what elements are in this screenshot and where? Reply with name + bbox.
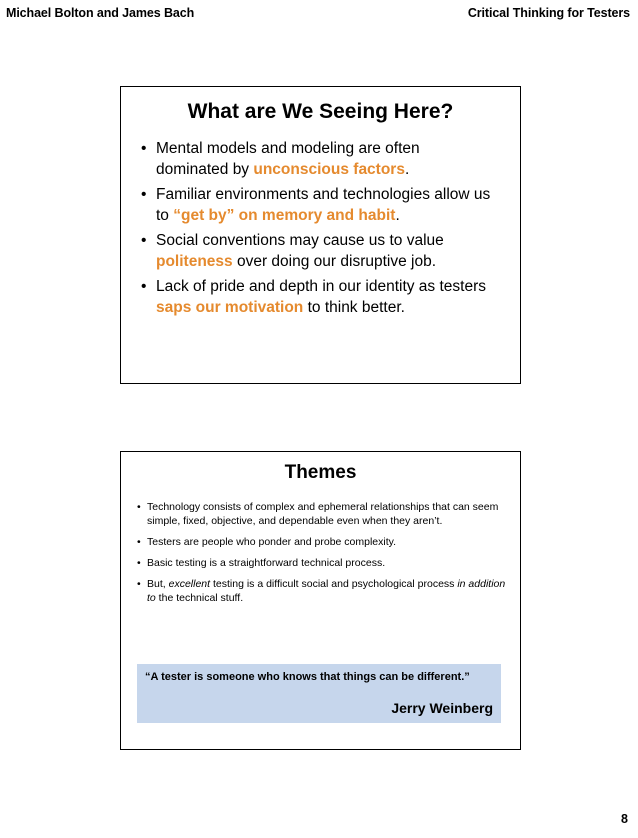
emphasis-text: in addition to: [147, 578, 506, 604]
bullet-text: Basic testing is a straightforward technical process.: [147, 557, 386, 569]
list-item: [141, 138, 496, 180]
slide-themes: [120, 451, 521, 750]
list-item: [141, 276, 496, 318]
bullet-text: over doing our disruptive job.: [232, 253, 437, 270]
highlight-text: saps our motivation: [156, 299, 304, 316]
list-item: [137, 535, 508, 549]
quote-box: [137, 664, 501, 723]
highlight-text: politeness: [156, 253, 233, 270]
emphasis-text: excellent: [168, 578, 211, 590]
list-item: [141, 230, 496, 272]
bullet-text: .: [395, 207, 400, 224]
page-number: 8: [621, 812, 628, 826]
header-authors: Michael Bolton and James Bach: [6, 6, 195, 20]
slide-title: What are We Seeing Here?: [187, 100, 454, 123]
bullet-text: Testers are people who ponder and probe complexity.: [147, 536, 397, 548]
bullet-text: to think better.: [303, 299, 405, 316]
bullet-text: Lack of pride and depth in our identity as testers: [156, 278, 487, 295]
quote-author: Jerry Weinberg: [391, 700, 493, 716]
bullet-text: testing is a difficult social and psychological process: [210, 578, 458, 590]
bullet-text: Familiar environments and technologies allow us to: [156, 186, 491, 224]
bullet-text: Social conventions may cause us to value: [156, 232, 444, 249]
slide-title: Themes: [284, 462, 357, 483]
list-item: [141, 184, 496, 226]
header-course-title: Critical Thinking for Testers: [467, 6, 630, 20]
list-item: [137, 577, 508, 605]
bullet-text: But,: [147, 578, 169, 590]
highlight-text: “get by” on memory and habit: [173, 207, 396, 224]
bullet-text: Mental models and modeling are often dominated by: [156, 140, 420, 178]
slide-what-are-we-seeing: [120, 86, 521, 384]
list-item: [137, 556, 508, 570]
bullet-list: [141, 138, 496, 318]
quote-text: “A tester is someone who knows that things can be different.”: [145, 671, 470, 683]
bullet-text: the technical stuff.: [155, 592, 244, 604]
highlight-text: unconscious factors: [253, 161, 405, 178]
bullet-text: Technology consists of complex and ephemeral relationships that can seem simple, fixed, objective, and dependable even when they aren’t.: [147, 501, 499, 527]
bullet-list: [137, 500, 508, 605]
bullet-text: .: [404, 161, 410, 178]
list-item: [137, 500, 508, 528]
